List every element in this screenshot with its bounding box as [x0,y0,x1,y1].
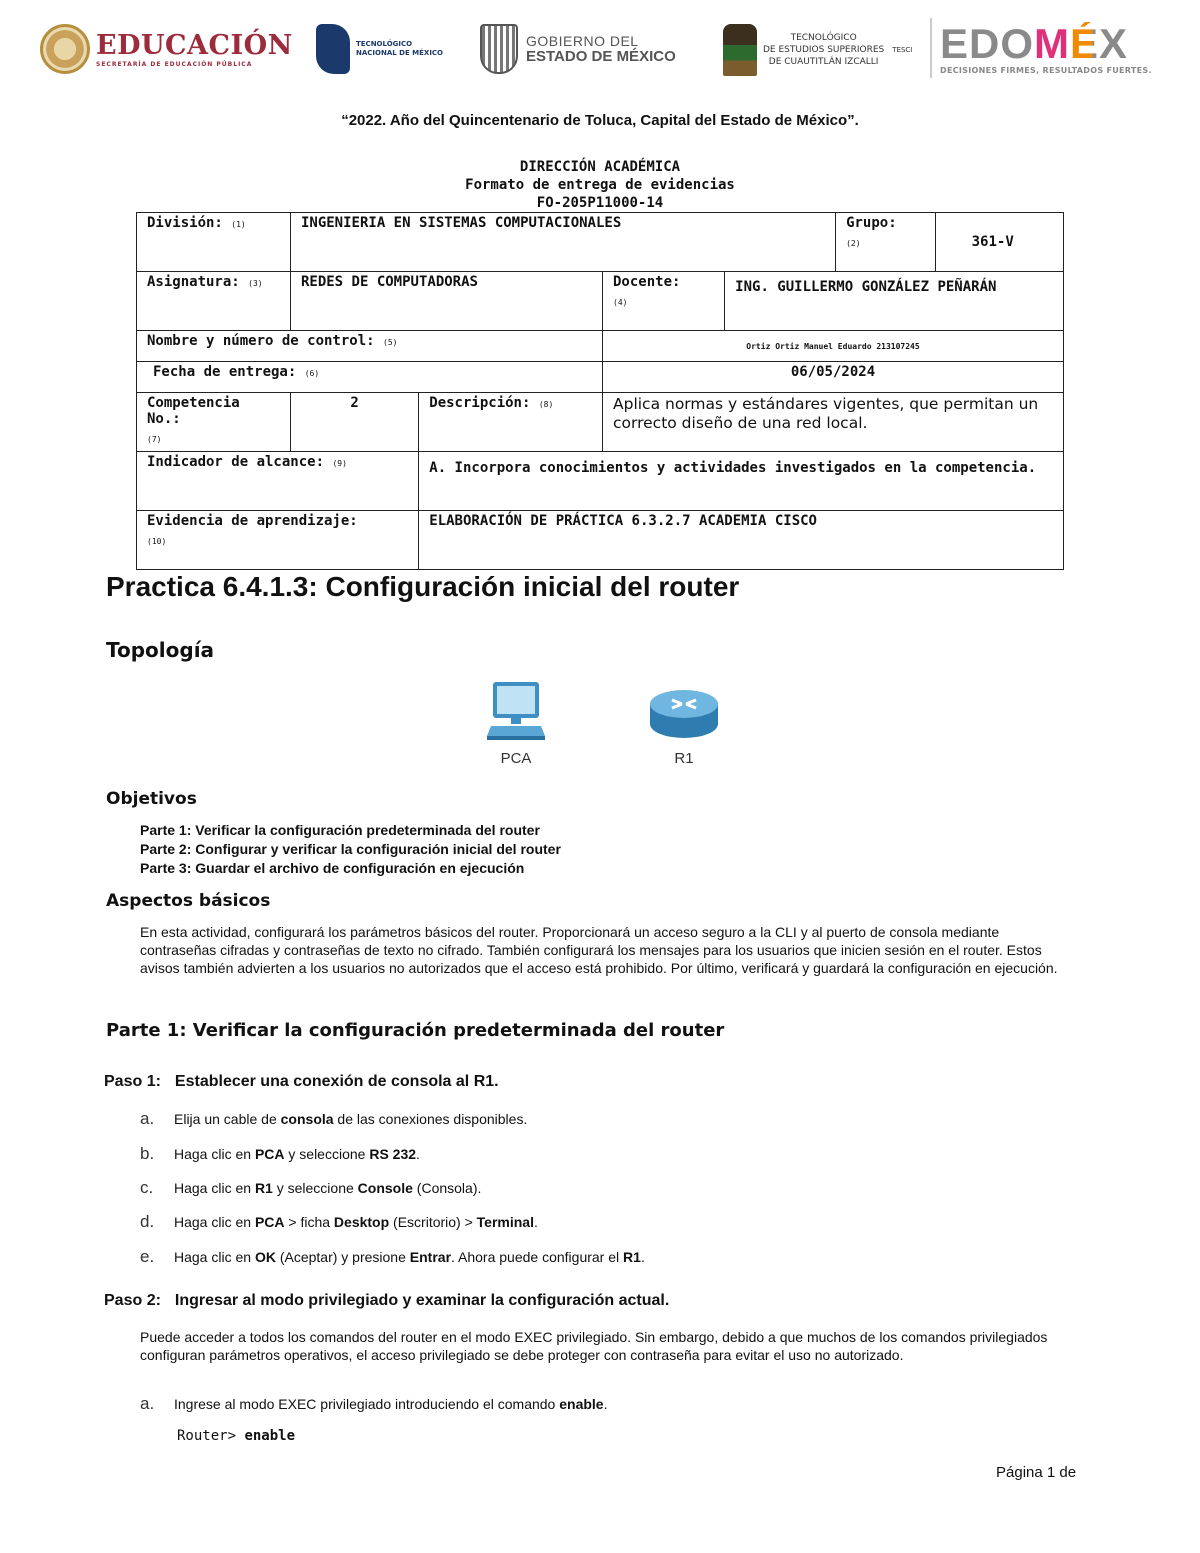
edomex-title: EDOMÉX [940,22,1152,66]
asignatura-value: REDES DE COMPUTADORAS [290,272,602,331]
tesci-side-text: TESCI [892,45,913,54]
item-text: (Escritorio) > [389,1214,477,1230]
step1-item-b [140,1144,420,1164]
indicador-value: A. Incorpora conocimientos y actividades investigados en la competencia. [419,452,1064,511]
form-header-line2: Formato de entrega de evidencias [465,177,735,193]
item-letter: a. [140,1394,155,1413]
docente-label-cell [603,272,725,331]
tesci-emblem-icon [723,24,757,76]
fecha-label-cell [137,362,603,393]
docente-label: Docente: [613,274,681,290]
item-bold: Console [357,1180,413,1196]
descripcion-value: Aplica normas y estándares vigentes, que permitan un correcto diseño de una red local. [603,393,1064,452]
header-logo-bar [40,18,1165,88]
tesci-logo [723,24,913,76]
code-prompt: Router> [177,1428,245,1444]
asignatura-num: (3) [248,279,263,288]
item-bold: R1 [254,1180,273,1196]
descripcion-label: Descripción: [429,395,531,411]
tecnm-line2: NACIONAL DE MÉXICO [356,49,444,57]
gobierno-logo [480,24,676,74]
fecha-value: 06/05/2024 [603,362,1064,393]
item-bold: consola [280,1111,334,1127]
form-header [0,158,1200,212]
form-header-line3: FO-205P11000-14 [536,195,664,211]
item-bold: PCA [254,1214,285,1230]
tecnm-line1: TECNOLÓGICO [356,40,413,48]
fecha-label: Fecha de entrega: [153,364,297,380]
state-shield-icon [480,24,518,74]
item-bold: RS 232 [369,1146,417,1162]
step1-text: Establecer una conexión de consola al R1. [174,1073,499,1090]
item-text: y seleccione [272,1180,358,1196]
item-bold: Entrar [409,1249,452,1265]
educacion-logo [40,24,293,74]
router-label: R1 [674,750,694,767]
tesci-line1: TECNOLÓGICO [790,33,857,43]
indicador-num: (9) [332,459,347,468]
grupo-value: 361-V [935,213,1063,272]
item-text: . [416,1146,420,1162]
nombre-num: (5) [383,338,398,347]
objective-item: Parte 2: Configurar y verificar la configuración inicial del router [140,841,561,857]
division-value: INGENIERIA EN SISTEMAS COMPUTACIONALES [290,213,835,272]
grupo-num: (2) [846,239,861,248]
step1-item-c [140,1178,481,1198]
router-icon [648,688,720,740]
educacion-subtitle: SECRETARÍA DE EDUCACIÓN PÚBLICA [96,60,253,68]
step1-label: Paso 1: [104,1073,161,1090]
tecnm-gear-icon [316,24,350,74]
evidencia-num: (10) [147,537,167,546]
item-text: . Ahora puede configurar el [451,1249,624,1265]
logo-divider [930,18,932,78]
topology-title: Topología [106,638,215,662]
educacion-title: EDUCACIÓN [96,29,293,61]
objectives-list [140,821,561,878]
item-text: Haga clic en [174,1214,255,1230]
docente-num: (4) [613,298,628,307]
objectives-title: Objetivos [106,789,197,809]
item-text: Elija un cable de [174,1111,281,1127]
topology-router [648,680,720,767]
item-letter: d. [140,1212,155,1231]
grupo-label: Grupo: [846,215,897,231]
gobierno-line1: GOBIERNO DEL [526,33,639,49]
nombre-value: Ortiz Ortiz Manuel Eduardo 213107245 [603,331,1064,362]
item-text: Haga clic en [174,1249,255,1265]
item-text: Ingrese al modo EXEC privilegiado introduciendo el comando [174,1396,560,1412]
computer-icon [485,680,547,742]
tecnm-logo [316,24,443,74]
gobierno-line2: ESTADO DE MÉXICO [526,48,676,65]
descripcion-num: (8) [538,400,554,409]
item-bold: enable [559,1396,604,1412]
item-letter: b. [140,1144,155,1163]
basics-text: En esta actividad, configurará los parámetros básicos del router. Proporcionará un acceso seguro a la CLI y al puerto de consola mediante contraseñas cifradas y contraseñas de texto no cifrado. También configurará los mensajes para los usuarios que inicien sesión en el router. Estos avisos también advierten a los usuarios no autorizados que el acceso está prohibido. Por último, verificará y guardará la configuración en ejecución. [140,924,1058,976]
topology-pc [480,680,552,767]
asignatura-label: Asignatura: [147,274,240,290]
item-text: de las conexiones disponibles. [333,1111,528,1127]
step2-heading [104,1292,669,1310]
evidence-form-table [136,212,1064,570]
item-text: Haga clic en [174,1180,255,1196]
step1-item-a [140,1109,527,1129]
step2-label: Paso 2: [104,1292,161,1309]
item-text: (Consola). [412,1180,482,1196]
item-letter: c. [140,1178,154,1197]
item-bold: Desktop [333,1214,390,1230]
competencia-num: (7) [147,435,162,444]
item-bold: Terminal [476,1214,534,1230]
item-letter: a. [140,1109,155,1128]
step2-item-a [140,1394,607,1414]
fecha-num: (6) [304,369,320,378]
page-footer: Página 1 de [996,1464,1077,1481]
item-text: . [640,1249,645,1265]
docente-value: ING. GUILLERMO GONZÁLEZ PEÑARÁN [725,272,1064,331]
step2-description: Puede acceder a todos los comandos del router en el modo EXEC privilegiado. Sin embargo, debido a que muchos de los comandos privilegiados configuran parámetros operativos, el acceso privilegiado se debe proteger con contraseña para evitar el uso no autorizado. [140,1329,1048,1363]
objective-item: Parte 1: Verificar la configuración predeterminada del router [140,822,540,838]
item-bold: OK [254,1249,276,1265]
division-label-cell [137,213,291,272]
evidencia-label: Evidencia de aprendizaje: [147,513,358,529]
indicador-label: Indicador de alcance: [147,454,325,470]
item-text: (Aceptar) y presione [275,1249,410,1265]
item-text: y seleccione [284,1146,370,1162]
basics-title: Aspectos básicos [106,891,271,911]
step1-heading [104,1073,499,1091]
evidencia-value: ELABORACIÓN DE PRÁCTICA 6.3.2.7 ACADEMIA CISCO [419,511,1064,570]
tesci-line2: DE ESTUDIOS SUPERIORES [763,45,885,55]
asignatura-label-cell [137,272,291,331]
nombre-label: Nombre y número de control: [147,333,375,349]
edomex-logo [930,18,1152,78]
objective-item: Parte 3: Guardar el archivo de configuración en ejecución [140,860,525,876]
competencia-value: 2 [290,393,418,452]
mexico-seal-icon [40,24,90,74]
descripcion-label-cell [419,393,603,452]
indicador-label-cell [137,452,419,511]
code-example [177,1428,295,1444]
division-num: (1) [231,220,246,229]
code-command: enable [244,1428,296,1444]
item-bold: R1 [623,1249,641,1265]
step1-item-e [140,1247,645,1267]
division-label: División: [147,215,223,231]
part1-title: Parte 1: Verificar la configuración predeterminada del router [106,1020,725,1041]
item-text: > ficha [284,1214,334,1230]
nombre-label-cell [137,331,603,362]
edomex-slogan: DECISIONES FIRMES, RESULTADOS FUERTES. [940,65,1152,75]
item-letter: e. [140,1247,155,1266]
item-text: . [603,1396,608,1412]
evidencia-label-cell [137,511,419,570]
step1-item-d [140,1212,538,1232]
grupo-label-cell [836,213,936,272]
practice-title: Practica 6.4.1.3: Configuración inicial del router [106,571,740,602]
item-text: . [533,1214,538,1230]
form-header-line1: DIRECCIÓN ACADÉMICA [519,159,681,175]
tesci-line3: DE CUAUTITLÁN IZCALLI [768,57,879,67]
competencia-label-cell [137,393,291,452]
competencia-label: Competencia No.: [147,395,240,427]
pc-label: PCA [500,750,532,767]
item-text: Haga clic en [174,1146,255,1162]
item-bold: PCA [254,1146,285,1162]
step2-text: Ingresar al modo privilegiado y examinar la configuración actual. [174,1292,670,1309]
year-slogan: “2022. Año del Quincentenario de Toluca, Capital del Estado de México”. [341,112,859,129]
